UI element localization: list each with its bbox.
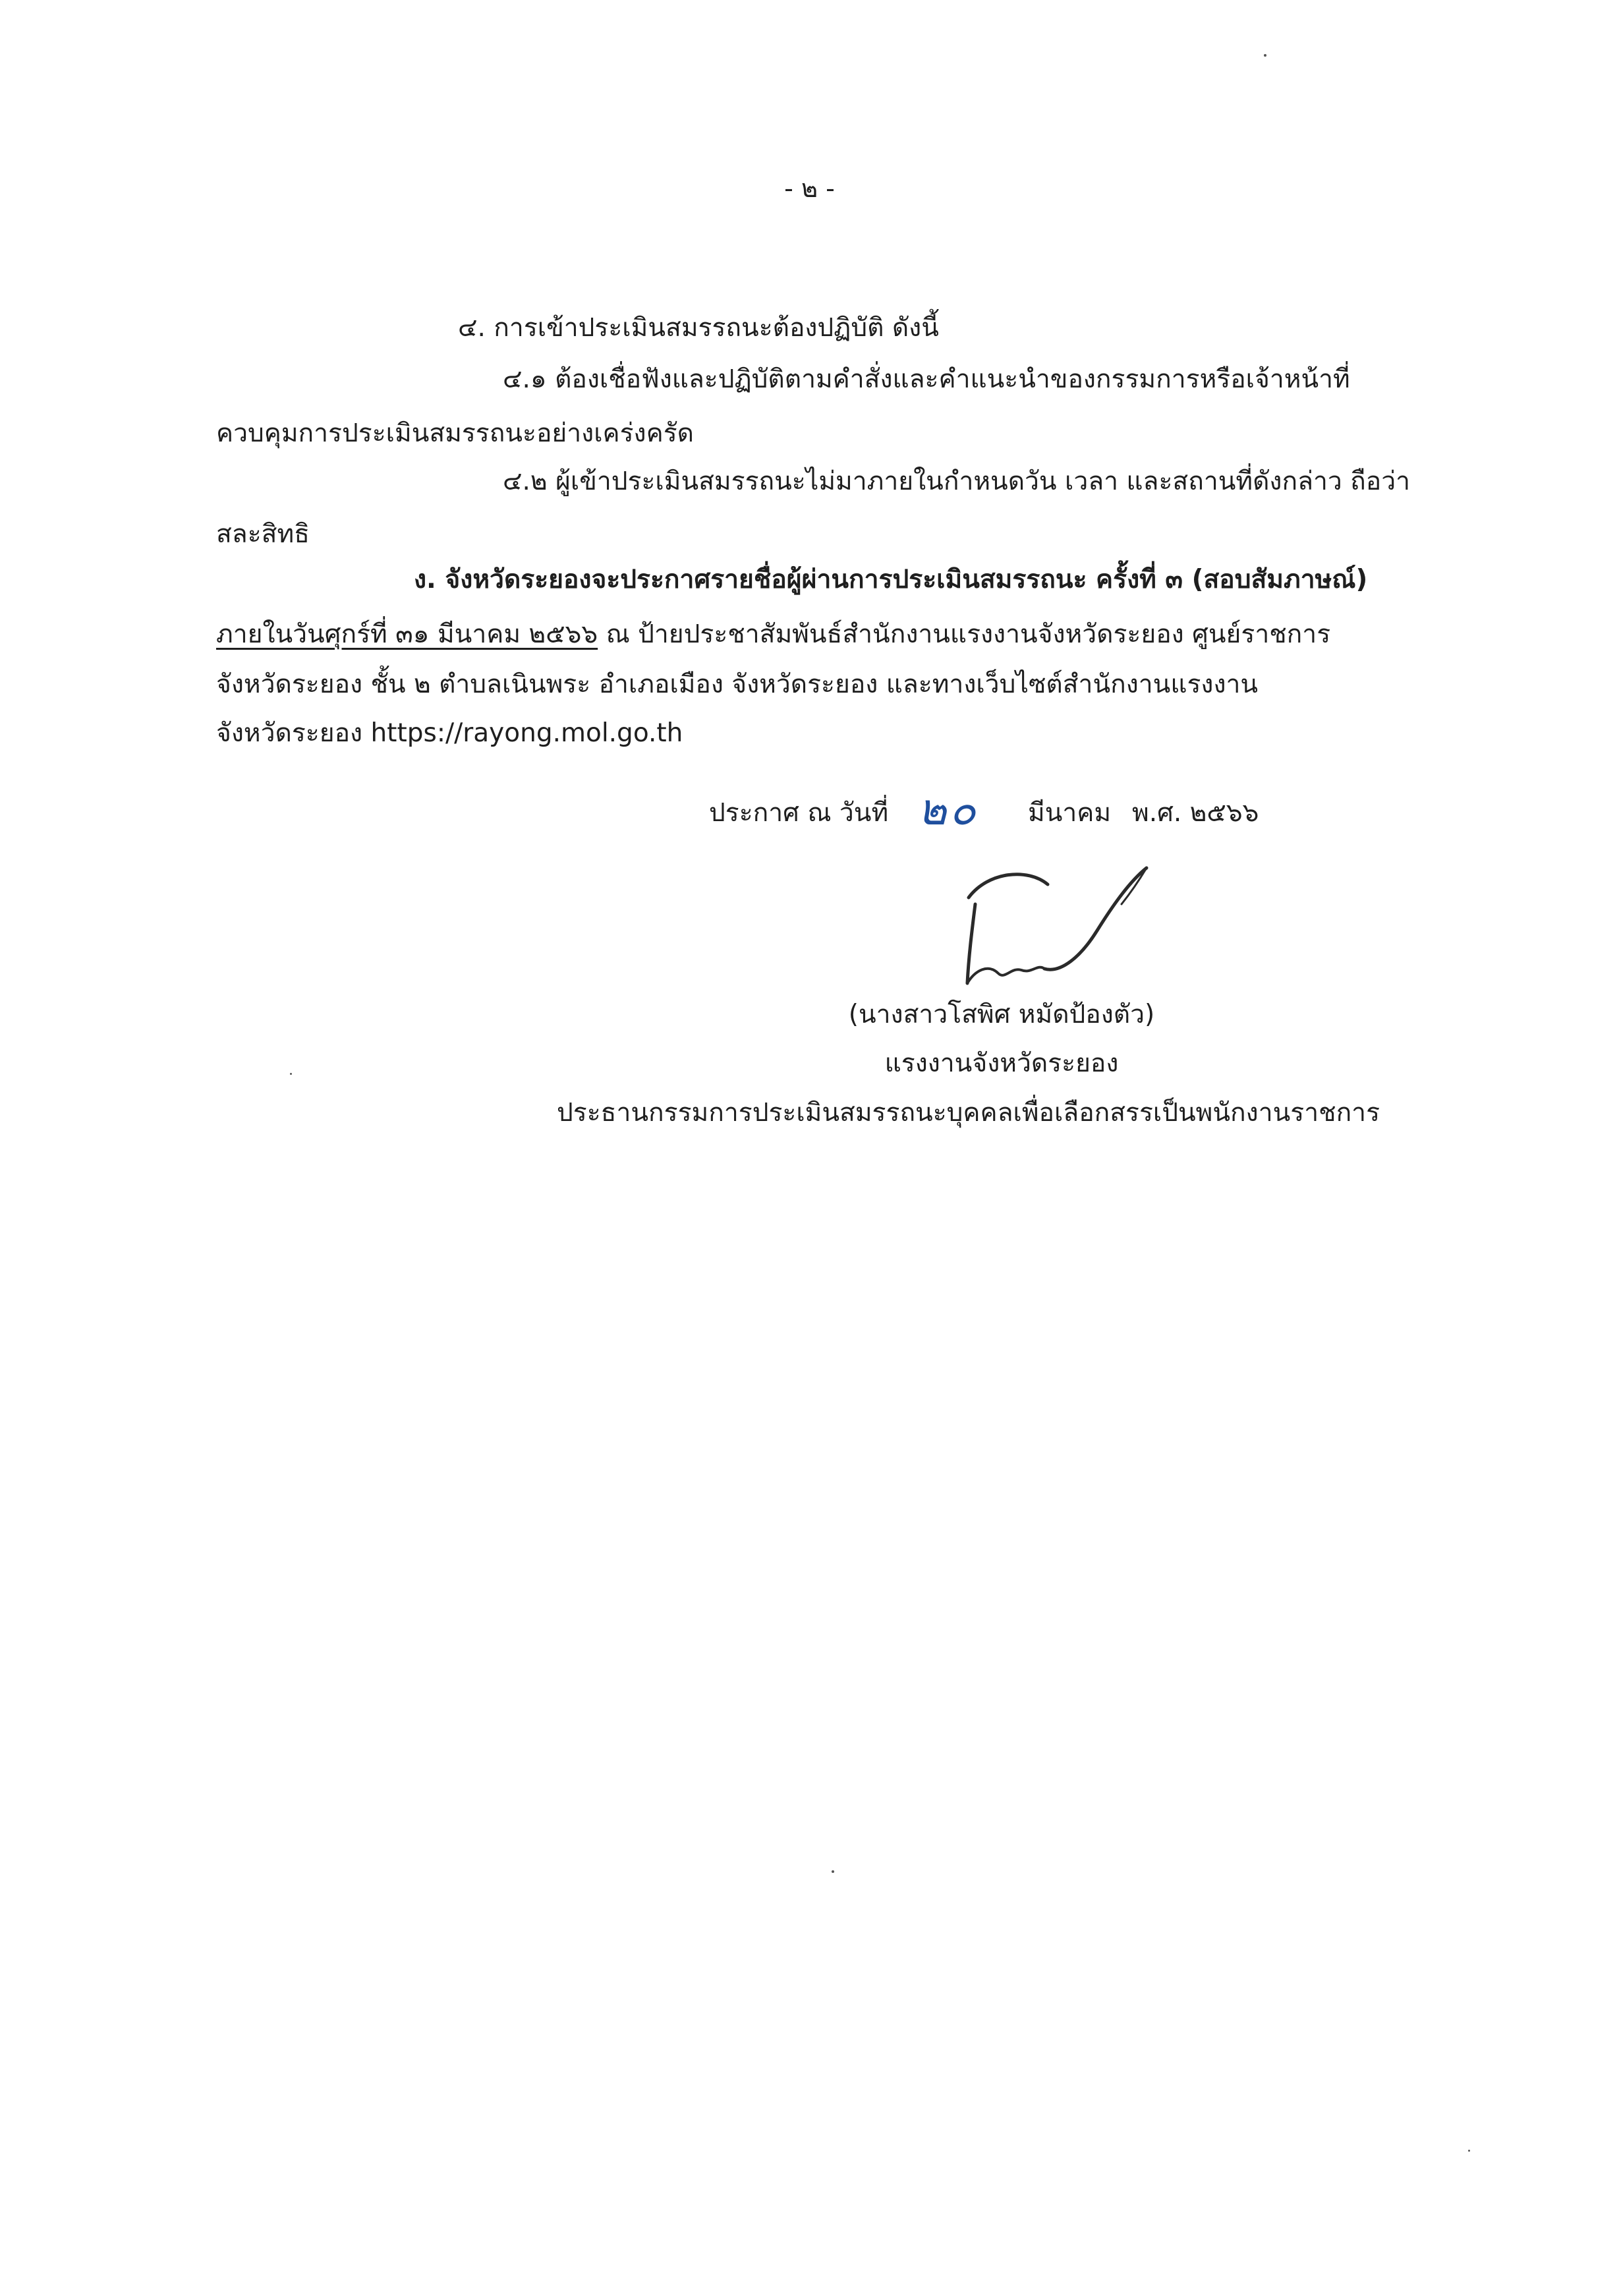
scan-speck <box>832 1870 834 1873</box>
handwritten-day: ๒๐ <box>918 784 979 835</box>
item4-2-line1: ๔.๒ ผู้เข้าประเมินสมรรถนะไม่มาภายในกำหนดวัน เวลา และสถานที่ดังกล่าว ถือว่า <box>503 467 1410 496</box>
signatory-name: (นางสาวโสพิศ หมัดป้องตัว) <box>848 1000 1155 1029</box>
section-ng-line4: จังหวัดระยอง https://rayong.mol.go.th <box>216 718 683 748</box>
section-ng-line2 <box>216 616 1330 653</box>
item4-1-line2: ควบคุมการประเมินสมรรถนะอย่างเคร่งครัด <box>216 418 694 448</box>
signatory-role: ประธานกรรมการประเมินสมรรถนะบุคคลเพื่อเลือกสรรเป็นพนักงานราชการ <box>557 1098 1380 1128</box>
announcement-location: ณ ป้ายประชาสัมพันธ์สำนักงานแรงงานจังหวัดระยอง ศูนย์ราชการ <box>606 619 1331 649</box>
page-number: - ๒ - <box>784 174 835 203</box>
announcement-deadline: ภายในวันศุกร์ที่ ๓๑ มีนาคม ๒๕๖๖ <box>216 619 598 649</box>
announcement-month: มีนาคม <box>1028 798 1112 828</box>
announcement-year: พ.ศ. ๒๕๖๖ <box>1132 798 1259 828</box>
signature-icon <box>949 858 1166 1003</box>
item4-heading: ๔. การเข้าประเมินสมรรถนะต้องปฏิบัติ ดังนี้ <box>458 313 939 343</box>
scan-speck <box>290 1073 292 1075</box>
item4-2-line2: สละสิทธิ <box>216 519 310 549</box>
signatory-position: แรงงานจังหวัดระยอง <box>884 1048 1119 1078</box>
announcement-date-prefix: ประกาศ ณ วันที่ <box>709 798 889 828</box>
item4-1-line1: ๔.๑ ต้องเชื่อฟังและปฏิบัติตามคำสั่งและคำแนะนำของกรรมการหรือเจ้าหน้าที่ <box>503 364 1350 394</box>
section-ng-line3: จังหวัดระยอง ชั้น ๒ ตำบลเนินพระ อำเภอเมือง จังหวัดระยอง และทางเว็บไซต์สำนักงานแรงงาน <box>216 670 1259 699</box>
section-ng-heading: ง. จังหวัดระยองจะประกาศรายชื่อผู้ผ่านการประเมินสมรรถนะ ครั้งที่ ๓ (สอบสัมภาษณ์) <box>414 565 1368 594</box>
scan-speck <box>1468 2150 1470 2152</box>
scan-speck <box>1264 54 1266 57</box>
